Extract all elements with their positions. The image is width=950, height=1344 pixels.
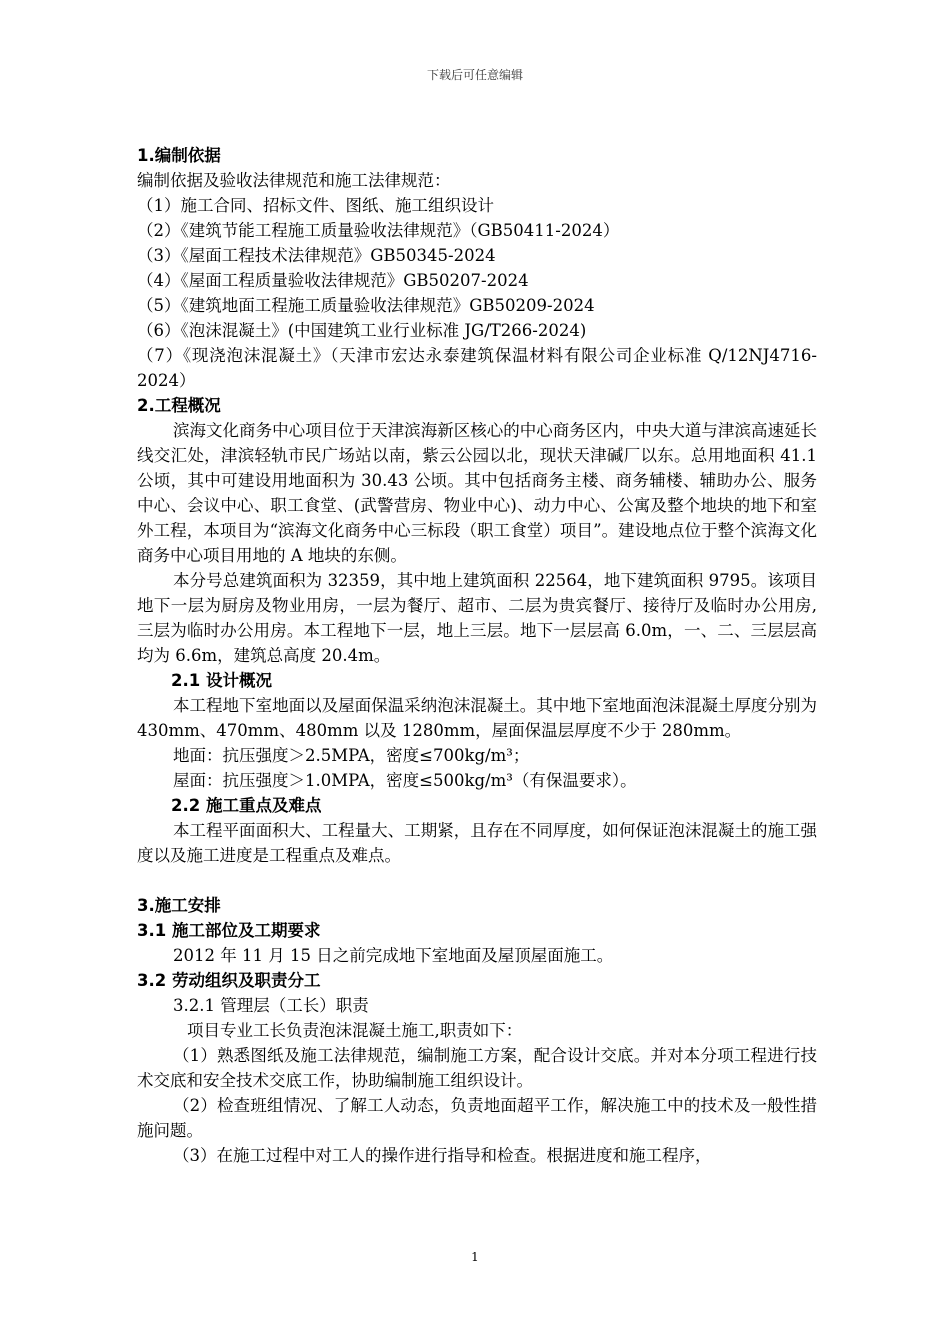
basis-item-5: （5）《建筑地面工程施工质量验收法律规范》GB50209-2024 bbox=[137, 296, 595, 315]
key-points-paragraph: 本工程平面面积大、工程量大、工期紧，且存在不同厚度，如何保证泡沫混凝土的施工强度以及施工进度是工程重点及难点。 bbox=[137, 821, 817, 865]
basis-item-2: （2）《建筑节能工程施工质量验收法律规范》（GB50411-2024） bbox=[137, 221, 620, 240]
schedule-paragraph: 2012 年 11 月 15 日之前完成地下室地面及屋顶屋面施工。 bbox=[173, 946, 614, 965]
overview-paragraph-1: 滨海文化商务中心项目位于天津滨海新区核心的中心商务区内，中央大道与津滨高速延长线交汇处，津滨轻轨市民广场站以南，紫云公园以北，现状天津碱厂以东。总用地面积 41.1 公顷，其中可建设用地面积为 30.43 公顷。其中包括商务主楼、商务辅楼、辅助办公、服务中心、会议中心、职工食堂、(武警营房、物业中心)、动力中心、公寓及整个地块的地下和室外工程，本项目为“滨海文化商务中心三标段（职工食堂）项目”。建设地点位于整个滨海文化商务中心项目用地的 A 地块的东侧。 bbox=[137, 421, 817, 565]
section-heading-3-1: 3.1 施工部位及工期要求 bbox=[137, 921, 321, 940]
roof-spec: 屋面：抗压强度＞1.0MPA，密度≤500kg/m³（有保温要求）。 bbox=[173, 771, 637, 790]
basis-intro: 编制依据及验收法律规范和施工法律规范： bbox=[137, 171, 451, 190]
section-heading-3: 3.施工安排 bbox=[137, 896, 221, 915]
basis-item-4: （4）《屋面工程质量验收法律规范》GB50207-2024 bbox=[137, 271, 529, 290]
duty-item-3: （3）在施工过程中对工人的操作进行指导和检查。根据进度和施工程序， bbox=[173, 1146, 712, 1165]
document-body bbox=[137, 143, 817, 1168]
duty-item-1: （1）熟悉图纸及施工法律规范，编制施工方案，配合设计交底。并对本分项工程进行技术交底和安全技术交底工作，协助编制施工组织设计。 bbox=[137, 1046, 817, 1090]
spacer bbox=[137, 868, 817, 893]
basis-item-3: （3）《屋面工程技术法律规范》GB50345-2024 bbox=[137, 246, 496, 265]
ground-spec: 地面：抗压强度＞2.5MPA，密度≤700kg/m³； bbox=[173, 746, 530, 765]
basis-item-7: （7）《现浇泡沫混凝土》（天津市宏达永泰建筑保温材料有限公司企业标准 Q/12NJ4716-2024） bbox=[137, 346, 817, 390]
page-number: 1 bbox=[471, 1250, 479, 1264]
section-heading-3-2: 3.2 劳动组织及职责分工 bbox=[137, 971, 321, 990]
overview-paragraph-2: 本分号总建筑面积为 32359，其中地上建筑面积 22564，地下建筑面积 9795。该项目地下一层为厨房及物业用房，一层为餐厅、超市、二层为贵宾餐厅、接待厅及临时办公用房,三层为临时办公用房。本工程地下一层，地上三层。地下一层层高 6.0m，一、二、三层层高均为 6.6m，建筑总高度 20.4m。 bbox=[137, 571, 817, 665]
page-header: 下载后可任意编辑 bbox=[426, 68, 523, 82]
section-heading-2-2: 2.2 施工重点及难点 bbox=[171, 796, 322, 815]
basis-item-1: （1）施工合同、招标文件、图纸、施工组织设计 bbox=[137, 196, 494, 215]
duty-item-2: （2）检查班组情况、了解工人动态，负责地面超平工作，解决施工中的技术及一般性措施问题。 bbox=[137, 1096, 817, 1140]
section-heading-1: 1.编制依据 bbox=[137, 146, 221, 165]
duty-intro: 项目专业工长负责泡沫混凝土施工,职责如下： bbox=[187, 1021, 523, 1040]
basis-item-6: （6）《泡沫混凝土》(中国建筑工业行业标准 JG/T266-2024) bbox=[137, 321, 587, 340]
design-paragraph: 本工程地下室地面以及屋面保温采纳泡沫混凝土。其中地下室地面泡沫混凝土厚度分别为 430mm、470mm、480mm 以及 1280mm，屋面保温层厚度不少于 280mm。 bbox=[137, 696, 817, 740]
subheading-3-2-1: 3.2.1 管理层（工长）职责 bbox=[173, 996, 369, 1015]
section-heading-2: 2.工程概况 bbox=[137, 396, 221, 415]
section-heading-2-1: 2.1 设计概况 bbox=[171, 671, 272, 690]
